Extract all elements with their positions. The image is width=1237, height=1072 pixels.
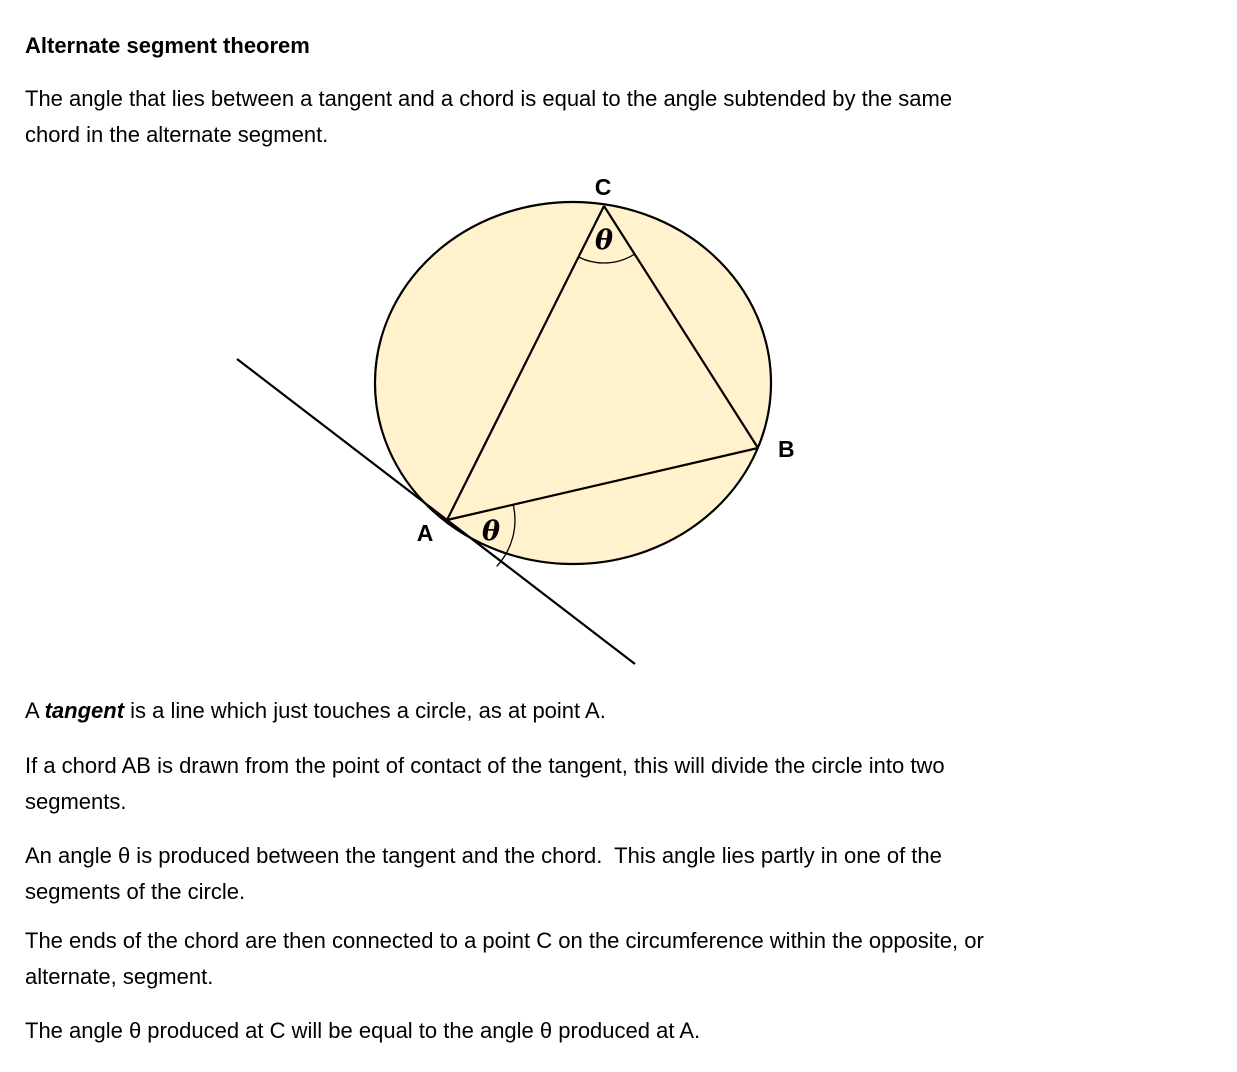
tangent-emphasis: tangent [44, 698, 125, 723]
paragraph-angle [25, 838, 942, 910]
paragraph-chord [25, 748, 945, 820]
theorem-statement-line-1: The angle that lies between a tangent and a chord is equal to the angle subtended by the same [25, 86, 953, 111]
theta-at-a-label: θ [481, 516, 501, 547]
theorem-statement-line-2: chord in the alternate segment. [25, 122, 329, 147]
paragraph-angle-line-2: segments of the circle. [25, 879, 246, 904]
point-c-label: C [594, 174, 612, 200]
paragraph-chord-ends-line-2: alternate, segment. [25, 964, 214, 989]
paragraph-chord-ends [25, 923, 984, 995]
theta-at-c-label: θ [594, 225, 614, 256]
paragraph-tangent-definition [25, 693, 606, 729]
paragraph-chord-line-1: If a chord AB is drawn from the point of contact of the tangent, this will divide the circle into two [25, 753, 945, 778]
theorem-statement [25, 81, 952, 153]
paragraph-chord-ends-line-1: The ends of the chord are then connected to a point C on the circumference within the opposite, or [25, 928, 984, 953]
alternate-segment-diagram [0, 160, 1237, 675]
point-a-label: A [416, 520, 434, 546]
paragraph-tangent-line [25, 693, 606, 729]
page-title: Alternate segment theorem [25, 33, 310, 58]
tangent-prefix: A [25, 698, 45, 723]
paragraph-conclusion-line: The angle θ produced at C will be equal to the angle θ produced at A. [25, 1018, 701, 1043]
point-b-label: B [778, 436, 795, 462]
paragraph-angle-line-1: An angle θ is produced between the tangent and the chord. This angle lies partly in one of the [25, 843, 942, 868]
tangent-rest: is a line which just touches a circle, as at point A. [124, 698, 606, 723]
paragraph-conclusion [25, 1013, 700, 1049]
paragraph-chord-line-2: segments. [25, 789, 127, 814]
